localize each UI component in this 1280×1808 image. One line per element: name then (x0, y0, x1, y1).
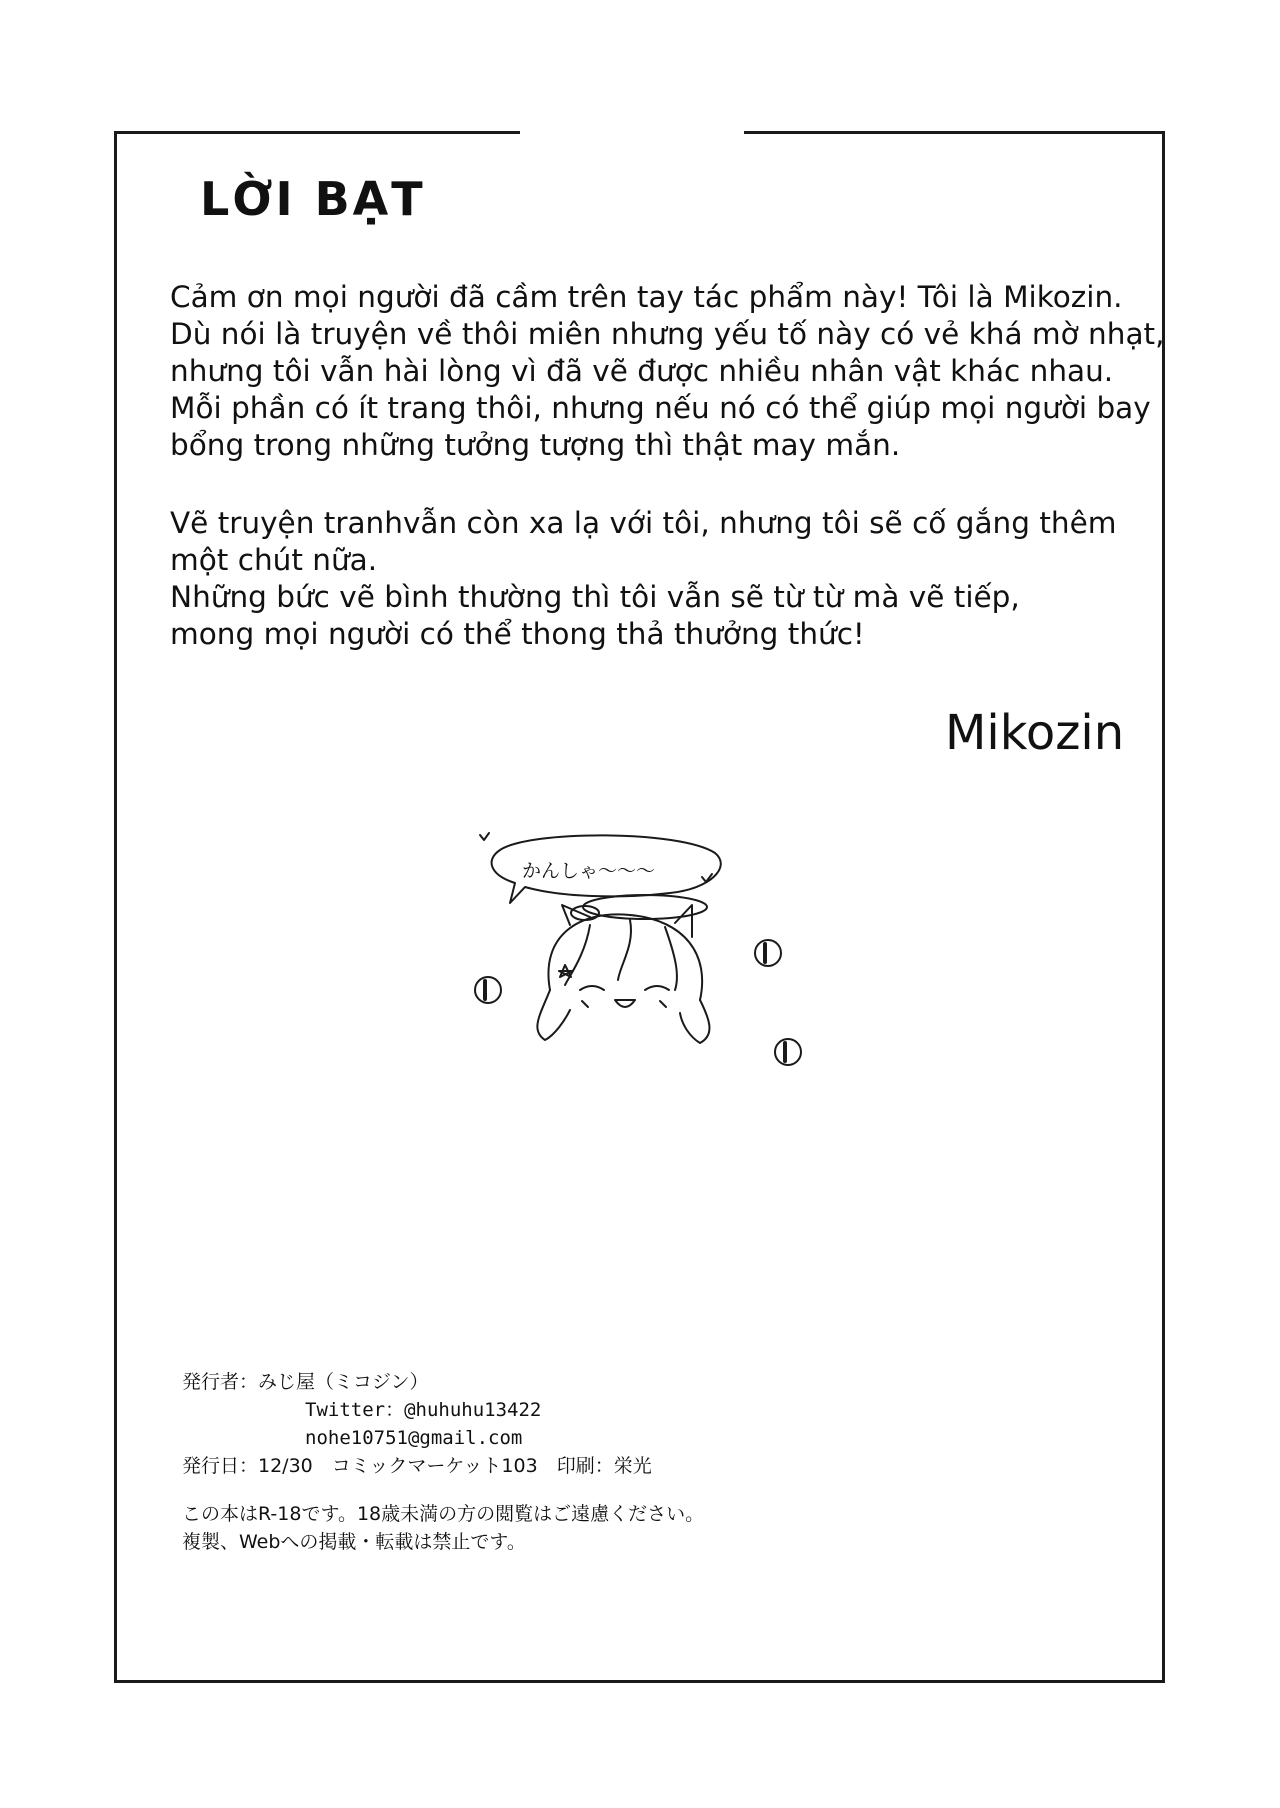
afterword-paragraph-2 (170, 505, 1130, 653)
orb-icon (475, 977, 501, 1003)
text-line: Cảm ơn mọi người đã cầm trên tay tác phẩm này! Tôi là Mikozin. (170, 280, 1123, 314)
orb-icon (755, 940, 781, 966)
closed-eye-right (645, 986, 669, 990)
side-hair-right (680, 1000, 709, 1043)
text-line: Dù nói là truyện về thôi miên nhưng yếu tố này có vẻ khá mờ nhạt, (170, 317, 1165, 351)
twitter-handle: Twitter：@huhuhu13422 (305, 1399, 542, 1421)
speech-bubble-text: かんしゃ〜〜〜 (522, 860, 656, 882)
closed-eye-left (580, 986, 604, 990)
open-mouth (615, 1000, 635, 1007)
text-line: một chút nữa. (170, 543, 378, 577)
age-notice: この本はR-18です。18歳未満の方の閲覧はご遠慮ください。 (182, 1503, 705, 1525)
orb-icon (775, 1039, 801, 1065)
colophon (182, 1368, 704, 1556)
copyright-notice: 複製、Webへの掲載・転載は禁止です。 (182, 1531, 526, 1553)
text-line: Vẽ truyện tranhvẫn còn xa lạ với tôi, nhưng tôi sẽ cố gắng thêm (170, 506, 1117, 540)
text-line: nhưng tôi vẫn hài lòng vì đã vẽ được nhiều nhân vật khác nhau. (170, 354, 1114, 388)
frame-gap (520, 124, 744, 138)
star-hairclip-icon (559, 965, 572, 977)
hair-strand (665, 927, 677, 990)
blush-mark (582, 1001, 588, 1007)
publisher-line: 発行者：みじ屋（ミコジン） (182, 1371, 429, 1393)
text-line: Mỗi phần có ít trang thôi, nhưng nếu nó có thể giúp mọi người bay (170, 391, 1151, 425)
sparkle-icon (480, 833, 489, 840)
text-line: bổng trong những tưởng tượng thì thật may mắn. (170, 428, 901, 462)
blush-mark (660, 1001, 666, 1007)
contact-email: nohe10751@gmail.com (305, 1427, 523, 1449)
author-signature: Mikozin (945, 705, 1125, 761)
chibi-illustration (470, 815, 820, 1095)
afterword-paragraph-1 (170, 279, 1165, 464)
hair-strand (618, 920, 631, 980)
halo-small-icon (571, 906, 599, 920)
page-title: LỜI BẠT (200, 172, 426, 226)
side-hair-left (537, 990, 570, 1040)
text-line: Những bức vẽ bình thường thì tôi vẫn sẽ từ từ mà vẽ tiếp, (170, 580, 1020, 614)
text-line: mong mọi người có thể thong thả thưởng thức! (170, 617, 865, 651)
publication-date-line: 発行日：12/30 コミックマーケット103 印刷：栄光 (182, 1455, 652, 1477)
